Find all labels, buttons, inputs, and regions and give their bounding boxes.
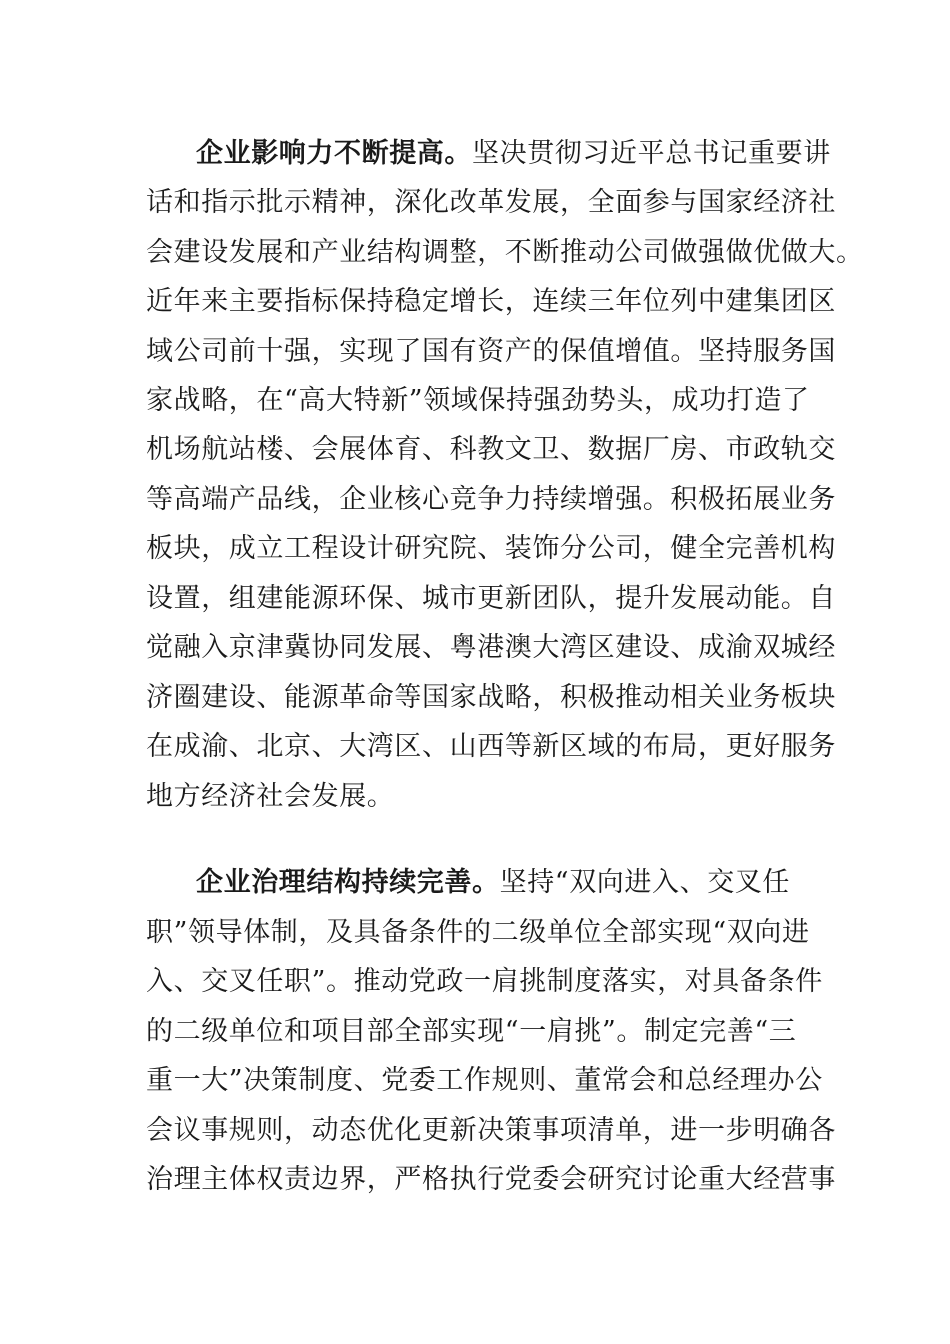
paragraph-line: 家战略，在“高大特新”领域保持强劲势头，成功打造了	[146, 385, 810, 416]
paragraph-line: 觉融入京津冀协同发展、粤港澳大湾区建设、成渝双城经	[146, 632, 836, 663]
paragraph-line: 治理主体权责边界，严格执行党委会研究讨论重大经营事	[146, 1164, 836, 1195]
paragraph-line: 机场航站楼、会展体育、科教文卫、数据厂房、市政轨交	[146, 434, 836, 465]
paragraph-line: 地方经济社会发展。	[146, 781, 395, 812]
paragraph-line: 域公司前十强，实现了国有资产的保值增值。坚持服务国	[146, 336, 836, 367]
paragraph-line: 职”领导体制，及具备条件的二级单位全部实现“双向进	[146, 917, 810, 948]
paragraph-first-line	[196, 136, 831, 172]
paragraph-heading: 企业影响力不断提高。	[196, 138, 472, 169]
paragraph-text: 坚决贯彻习近平总书记重要讲	[472, 138, 831, 169]
paragraph-line: 济圈建设、能源革命等国家战略，积极推动相关业务板块	[146, 682, 836, 713]
paragraph-line: 的二级单位和项目部全部实现“一肩挑”。制定完善“三	[146, 1016, 797, 1047]
paragraph-text: 坚持“双向进入、交叉任	[499, 867, 791, 898]
paragraph-line: 设置，组建能源环保、城市更新团队，提升发展动能。自	[146, 583, 836, 614]
paragraph-line: 入、交叉任职”。推动党政一肩挑制度落实，对具备条件	[146, 966, 823, 997]
paragraph-line: 板块，成立工程设计研究院、装饰分公司，健全完善机构	[146, 533, 836, 564]
paragraph-line: 近年来主要指标保持稳定增长，连续三年位列中建集团区	[146, 286, 836, 317]
paragraph-line: 等高端产品线，企业核心竞争力持续增强。积极拓展业务	[146, 484, 836, 515]
paragraph-line: 重一大”决策制度、党委工作规则、董常会和总经理办公	[146, 1065, 823, 1096]
paragraph-line: 会议事规则，动态优化更新决策事项清单，进一步明确各	[146, 1115, 836, 1146]
paragraph-first-line	[196, 865, 790, 901]
paragraph-line: 会建设发展和产业结构调整，不断推动公司做强做优做大。	[146, 237, 864, 268]
paragraph-line: 在成渝、北京、大湾区、山西等新区域的布局，更好服务	[146, 731, 836, 762]
paragraph-heading: 企业治理结构持续完善。	[196, 867, 500, 898]
paragraph-line: 话和指示批示精神，深化改革发展，全面参与国家经济社	[146, 187, 836, 218]
